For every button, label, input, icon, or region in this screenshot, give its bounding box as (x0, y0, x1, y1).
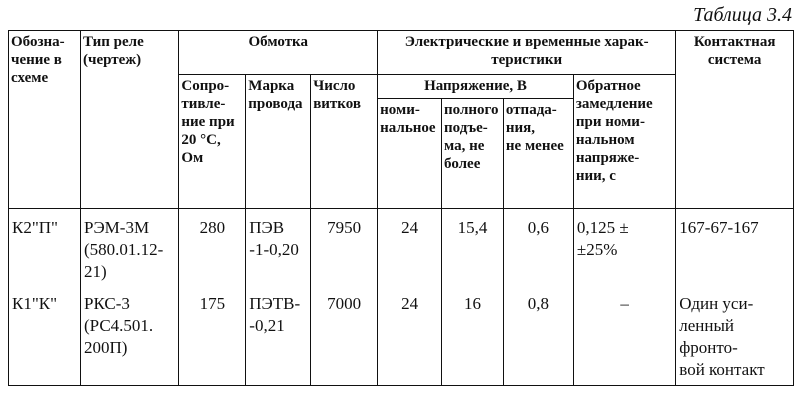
header-resistance: Сопро- тивле- ние при 20 °С, Ом (179, 75, 246, 209)
cell-contact-system: Один уси- ленный фронто- вой контакт (676, 289, 794, 386)
cell-dropout: 0,6 (503, 209, 573, 289)
table-caption: Таблица 3.4 (693, 4, 792, 26)
header-contact-system: Контактная система (676, 31, 794, 209)
cell-contact-system: 167-67-167 (676, 209, 794, 289)
cell-full-pickup: 16 (442, 289, 504, 386)
cell-relay-type: РЭМ-3М (580.01.12- 21) (81, 209, 179, 289)
cell-full-pickup: 15,4 (442, 209, 504, 289)
cell-delay: 0,125 ± ±25% (573, 209, 675, 289)
header-full-pickup: полного подъе- ма, не более (442, 99, 504, 209)
cell-wire-grade: ПЭВ -1-0,20 (246, 209, 311, 289)
cell-wire-grade: ПЭТВ- -0,21 (246, 289, 311, 386)
relay-spec-table (8, 30, 794, 386)
cell-resistance: 175 (179, 289, 246, 386)
table-row (9, 289, 794, 386)
header-turns: Число витков (311, 75, 378, 209)
header-dropout: отпада- ния, не менее (503, 99, 573, 209)
table-row (9, 209, 794, 289)
header-designation: Обозна- чение в схеме (9, 31, 81, 209)
cell-designation: К1"К" (9, 289, 81, 386)
cell-delay: – (573, 289, 675, 386)
cell-designation: К2"П" (9, 209, 81, 289)
header-delay: Обратное замедление при номи- нальном напряже- нии, с (573, 75, 675, 209)
cell-resistance: 280 (179, 209, 246, 289)
header-relay-type: Тип реле (чертеж) (81, 31, 179, 209)
header-wire-grade: Марка провода (246, 75, 311, 209)
cell-nominal: 24 (378, 209, 442, 289)
header-nominal: номи- нальное (378, 99, 442, 209)
cell-nominal: 24 (378, 289, 442, 386)
header-winding: Обмотка (179, 31, 378, 75)
cell-dropout: 0,8 (503, 289, 573, 386)
header-voltage: Напряжение, В (378, 75, 574, 99)
cell-turns: 7950 (311, 209, 378, 289)
header-electrical: Электрические и временные харак- теристики (378, 31, 676, 75)
cell-turns: 7000 (311, 289, 378, 386)
cell-relay-type: РКС-3 (РС4.501. 200П) (81, 289, 179, 386)
